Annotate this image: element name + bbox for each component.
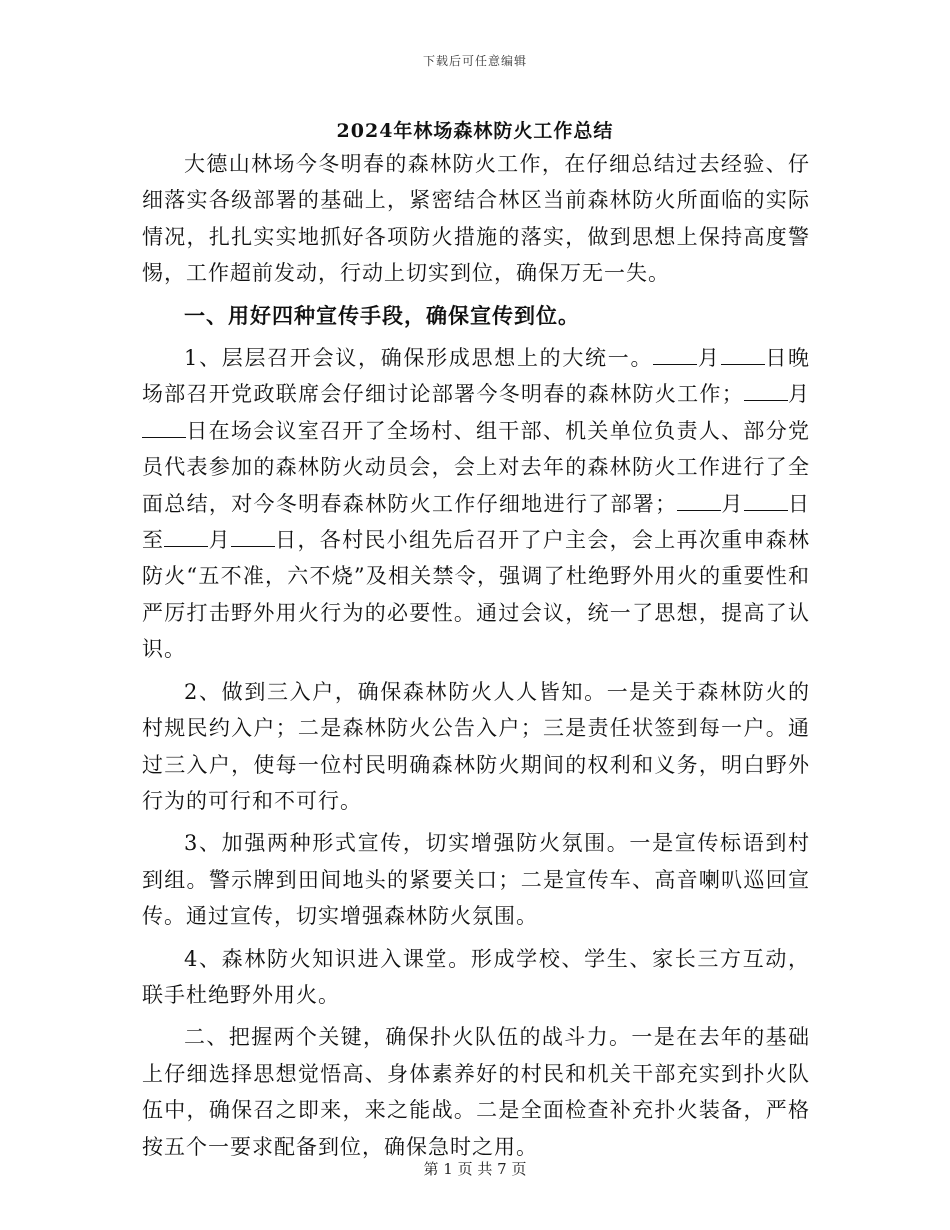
item-1-text-i: 日，各村民小组先后召开了户主会，会上再次重申森林防火“五不准，六不烧”及相关禁令，强调了杜绝野外用火的重要性和严厉打击野外用火行为的必要性。通过会议，统一了思想，提高了认识。 bbox=[142, 528, 810, 662]
item-1-text-a: 1、层层召开会议，确保形成思想上的大统一。 bbox=[184, 346, 654, 371]
blank-line bbox=[653, 346, 697, 365]
item-1-paragraph bbox=[142, 340, 810, 668]
intro-paragraph: 大德山林场今冬明春的森林防火工作，在仔细总结过去经验、仔细落实各级部署的基础上，紧密结合林区当前森林防火所面临的实际情况，扎扎实实地抓好各项防火措施的落实，做到思想上保持高度警惕，工作超前发动，行动上切实到位，确保万无一失。 bbox=[142, 152, 810, 286]
blank-line bbox=[744, 492, 788, 511]
document-body bbox=[142, 146, 810, 1171]
blank-line bbox=[164, 528, 208, 547]
item-1-text-d: 月 bbox=[787, 382, 810, 407]
item-3-paragraph: 3、加强两种形式宣传，切实增强防火氛围。一是宣传标语到村到组。警示牌到田间地头的紧要关口；二是宣传车、高音喇叭巡回宣传。通过宣传，切实增强森林防火氛围。 bbox=[142, 831, 810, 929]
blank-line bbox=[721, 346, 765, 365]
item-2-paragraph: 2、做到三入户，确保森林防火人人皆知。一是关于森林防火的村规民约入户；二是森林防火公告入户；三是责任状签到每一户。通过三入户，使每一位村民明确森林防火期间的权利和义务，明白野外行为的可行和不可行。 bbox=[142, 679, 810, 813]
item-1-text-g: 日至 bbox=[142, 491, 811, 553]
document-title: 2024年林场森林防火工作总结 bbox=[336, 120, 614, 142]
section-2-paragraph: 二、把握两个关键，确保扑火队伍的战斗力。一是在去年的基础上仔细选择思想觉悟高、身体素养好的村民和机关干部充实到扑火队伍中，确保召之即来，来之能战。二是全面检查补充扑火装备，严格按五个一要求配备到位，确保急时之用。 bbox=[142, 1025, 810, 1159]
item-1-text-c: 日晚场部召开党政联席会仔细讨论部署今冬明春的森林防火工作； bbox=[142, 346, 811, 407]
page-footer: 第 1 页 共 7 页 bbox=[423, 1160, 527, 1178]
item-4-paragraph: 4、森林防火知识进入课堂。形成学校、学生、家长三方互动，联手杜绝野外用火。 bbox=[142, 946, 810, 1007]
blank-line bbox=[744, 382, 788, 401]
section-1-heading: 一、用好四种宣传手段，确保宣传到位。 bbox=[184, 302, 580, 328]
header-note: 下载后可任意编辑 bbox=[422, 54, 527, 68]
blank-line bbox=[142, 419, 186, 438]
blank-line bbox=[231, 528, 275, 547]
item-1-text-b: 月 bbox=[697, 346, 721, 371]
item-1-text-f: 月 bbox=[721, 491, 744, 516]
item-1-text-h: 月 bbox=[208, 528, 231, 553]
blank-line bbox=[677, 492, 721, 511]
item-1-text-e: 日在场会议室召开了全场村、组干部、机关单位负责人、部分党员代表参加的森林防火动员会，会上对去年的森林防火工作进行了全面总结，对今冬明春森林防火工作仔细地进行了部署； bbox=[142, 418, 810, 516]
